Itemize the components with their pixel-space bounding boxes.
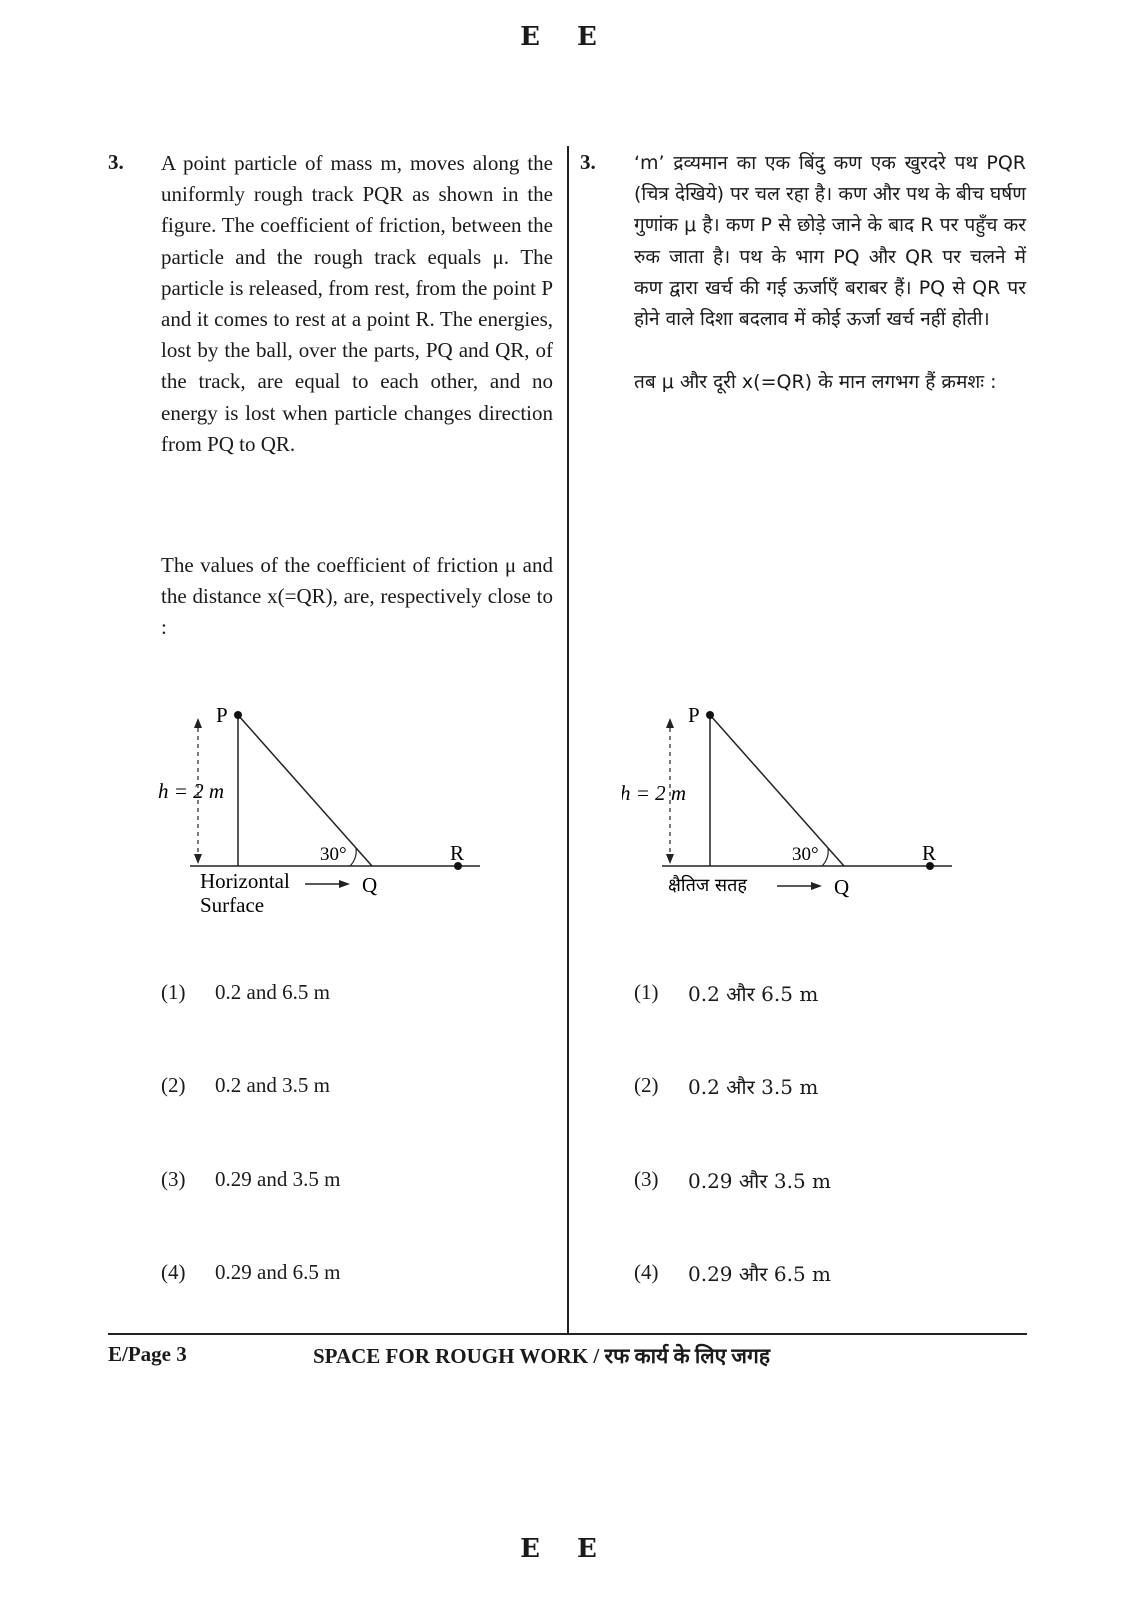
label-r: R	[450, 841, 465, 865]
question-subtext-english: The values of the coefficient of friction μ and the distance x(=QR), are, respectively close to :	[161, 553, 553, 640]
surface-label-line2: Surface	[200, 893, 265, 917]
option-number: (2)	[634, 1073, 659, 1097]
angle-arc	[822, 848, 828, 866]
label-q: Q	[362, 873, 378, 897]
option-number: (4)	[161, 1260, 186, 1284]
label-p: P	[216, 703, 228, 727]
option-number: (3)	[161, 1167, 186, 1191]
down-arrow-icon	[666, 854, 674, 864]
point-p-dot	[234, 711, 242, 719]
option-number: (4)	[634, 1260, 659, 1284]
option-text: 0.2 and 3.5 m	[215, 1073, 330, 1097]
column-divider	[567, 146, 569, 1334]
height-label: h = 2 m	[158, 779, 225, 803]
right-arrow-icon	[339, 880, 350, 888]
option-number: (1)	[634, 980, 659, 1004]
question-subtext-hindi: तब μ और दूरी x(=QR) के मान लगभग हैं क्रमशः :	[634, 371, 997, 393]
option-number: (3)	[634, 1167, 659, 1191]
label-q: Q	[834, 875, 850, 899]
option-text: 0.2 and 6.5 m	[215, 980, 330, 1004]
question-number-english: 3.	[108, 150, 124, 174]
label-r: R	[922, 841, 937, 865]
page-number: E/Page 3	[108, 1342, 187, 1366]
surface-label-line1: Horizontal	[200, 869, 290, 893]
up-arrow-icon	[194, 718, 202, 728]
up-arrow-icon	[666, 718, 674, 728]
footer-mark: E E	[520, 1534, 611, 1564]
angle-label: 30°	[792, 844, 819, 865]
height-label: h = 2 m	[622, 781, 687, 805]
option-text: 0.29 and 3.5 m	[215, 1167, 341, 1191]
option-text: 0.2 और 3.5 m	[688, 1075, 819, 1099]
rough-work-label: SPACE FOR ROUGH WORK / रफ कार्य के लिए जगह	[313, 1344, 770, 1368]
option-text: 0.2 और 6.5 m	[688, 982, 819, 1006]
option-text: 0.29 और 3.5 m	[688, 1169, 832, 1193]
incline-pq	[710, 715, 844, 866]
option-number: (1)	[161, 980, 186, 1004]
question-text-hindi: ‘m’ द्रव्यमान का एक बिंदु कण एक खुरदरे पथ PQR (चित्र देखिये) पर चल रहा है। कण और पथ के बीच घर्षण गुणांक μ है। कण P से छोड़े जाने के बाद R पर पहुँच कर रुक जाता है। पथ के भाग PQ और QR पर चलने में कण द्वारा खर्च की गई ऊर्जाएँ बराबर हैं। PQ से QR पर होने वाले दिशा बदलाव में कोई ऊर्जा खर्च नहीं होती।	[634, 152, 1026, 331]
option-text: 0.29 और 6.5 m	[688, 1262, 832, 1286]
question-number-hindi: 3.	[580, 150, 596, 174]
track-figure-english	[150, 700, 490, 945]
right-arrow-icon	[811, 882, 822, 890]
option-text: 0.29 and 6.5 m	[215, 1260, 341, 1284]
angle-label: 30°	[320, 844, 347, 865]
footer-divider	[108, 1333, 1027, 1335]
surface-label: क्षैतिज सतह	[668, 875, 747, 896]
header-mark: E E	[520, 22, 611, 52]
point-p-dot	[706, 711, 714, 719]
incline-pq	[238, 715, 372, 866]
question-text-english: A point particle of mass m, moves along the uniformly rough track PQR as shown in the figure. The coefficient of friction, between the particle and the rough track equals μ. The particle is released, from rest, from the point P and it comes to rest at a point R. The energies, lost by the ball, over the parts, PQ and QR, of the track, are equal to each other, and no energy is lost when particle changes direction from PQ to QR.	[161, 151, 553, 456]
label-p: P	[688, 703, 700, 727]
angle-arc	[350, 848, 356, 866]
down-arrow-icon	[194, 854, 202, 864]
track-figure-hindi	[622, 700, 962, 925]
option-number: (2)	[161, 1073, 186, 1097]
